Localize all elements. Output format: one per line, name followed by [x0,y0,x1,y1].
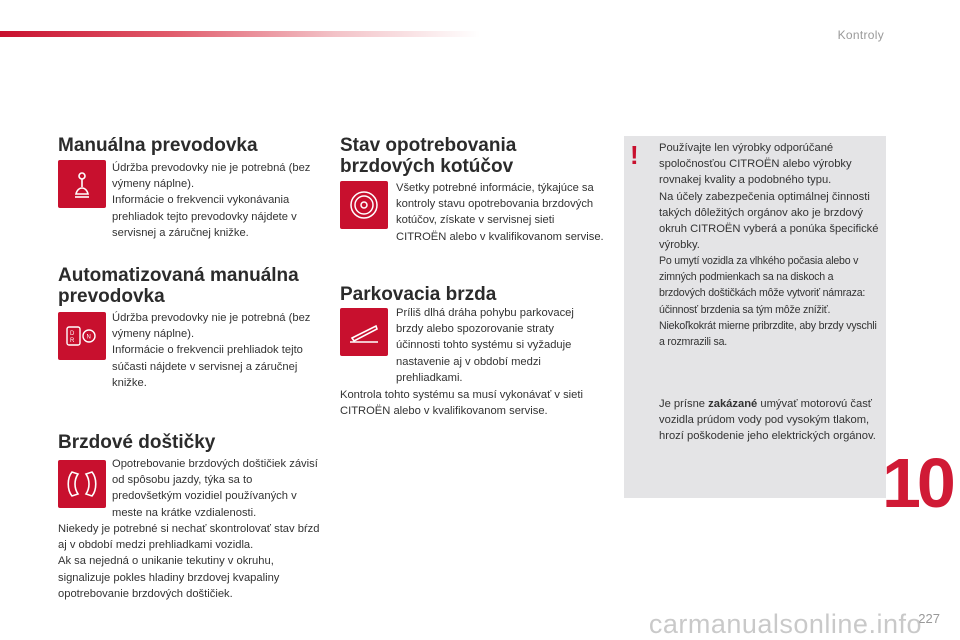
manual-gearbox-title: Manuálna prevodovka [58,135,258,156]
parking-brake-text-2: Kontrola tohto systému sa musí vykonávať v sieti CITROËN alebo v kvalifikovanom servise. [340,389,583,418]
parking-brake-text: Príliš dlhá dráha pohybu parkovacej brzdy alebo spozorovanie straty účinnosti tohto systému si vyžaduje nastavenie aj v období medzi prehliadkami. [396,307,574,384]
manual-gearbox-text: Údržba prevodovky nie je potrebná (bez výmeny náplne). Informácie o frekvencii vykonávania prehliadok tejto prevodovky nájdete v servisnej a záručnej knižke. [112,162,311,239]
gear-selector-icon [58,312,106,360]
brake-pads-icon [58,460,106,508]
forbidden-emphasis: zakázané [708,398,758,410]
parking-brake-title: Parkovacia brzda [340,284,497,305]
watermark: carmanualsonline.info [648,609,922,639]
svg-text:D: D [70,331,75,337]
brake-pads-text: Opotrebovanie brzdových doštičiek závisí od spôsobu jazdy, týka sa to predovšetkým vozidiel používaných v meste na krátke vzdialenosti. [112,458,318,519]
page-number: 227 [918,611,940,626]
svg-text:N: N [86,334,91,341]
chapter-number: 10 [882,444,952,522]
brake-pads-text-2: Niekedy je potrebné si nechať skontrolovať stav bŕzd aj v období medzi prehliadkami vozidla. Ak sa nejedná o unikanie tekutiny v okruhu, signalizuje pokles hladiny brzdovej kvapaliny opotrebovanie brzdových doštičiek. [58,523,320,600]
section-title: Kontroly [837,28,884,42]
header-accent-bar [0,31,480,37]
warning-text-2: Po umytí vozidla za vlhkého počasia alebo v zimných podmienkach sa na diskoch a brzdových doštičkách môže vytvoriť námraza: účinnosť brzdenia sa tým môže znížiť. Niekoľkokrát mierne pribrzdite, aby brzdy vyschli a rozmrazili sa. [659,255,877,349]
gear-lever-icon [58,160,106,208]
automated-gearbox-title: Automatizovaná manuálna prevodovka [58,265,299,307]
svg-text:R: R [70,338,75,344]
parking-brake-icon [340,308,388,356]
brake-disc-icon [340,181,388,229]
brake-discs-title: Stav opotrebovania brzdových kotúčov [340,135,517,177]
brake-pads-title: Brzdové doštičky [58,432,216,453]
automated-gearbox-text: Údržba prevodovky nie je potrebná (bez výmeny náplne). Informácie o frekvencii prehliadok tejto súčasti nájdete v servisnej a záručnej knižke. [112,312,311,389]
warning-text-1: Používajte len výrobky odporúčané spoločnosťou CITROËN alebo výrobky rovnakej kvality a podobného typu. Na účely zabezpečenia optimálnej činnosti takých dôležitých orgánov ako je brzdový okruh CITROËN vyberá a ponúka špecifické výrobky. [659,142,879,252]
warning-icon: ! [630,140,639,170]
warning-text-3: Je prísne zakázané umývať motorovú časť vozidla prúdom vody pod vysokým tlakom, hrozí poškodenie jeho elektrických orgánov. [659,398,876,443]
brake-discs-text: Všetky potrebné informácie, týkajúce sa kontroly stavu opotrebovania brzdových kotúčov, získate v servisnej sieti CITROËN alebo v kvalifikovanom servise. [396,182,604,243]
